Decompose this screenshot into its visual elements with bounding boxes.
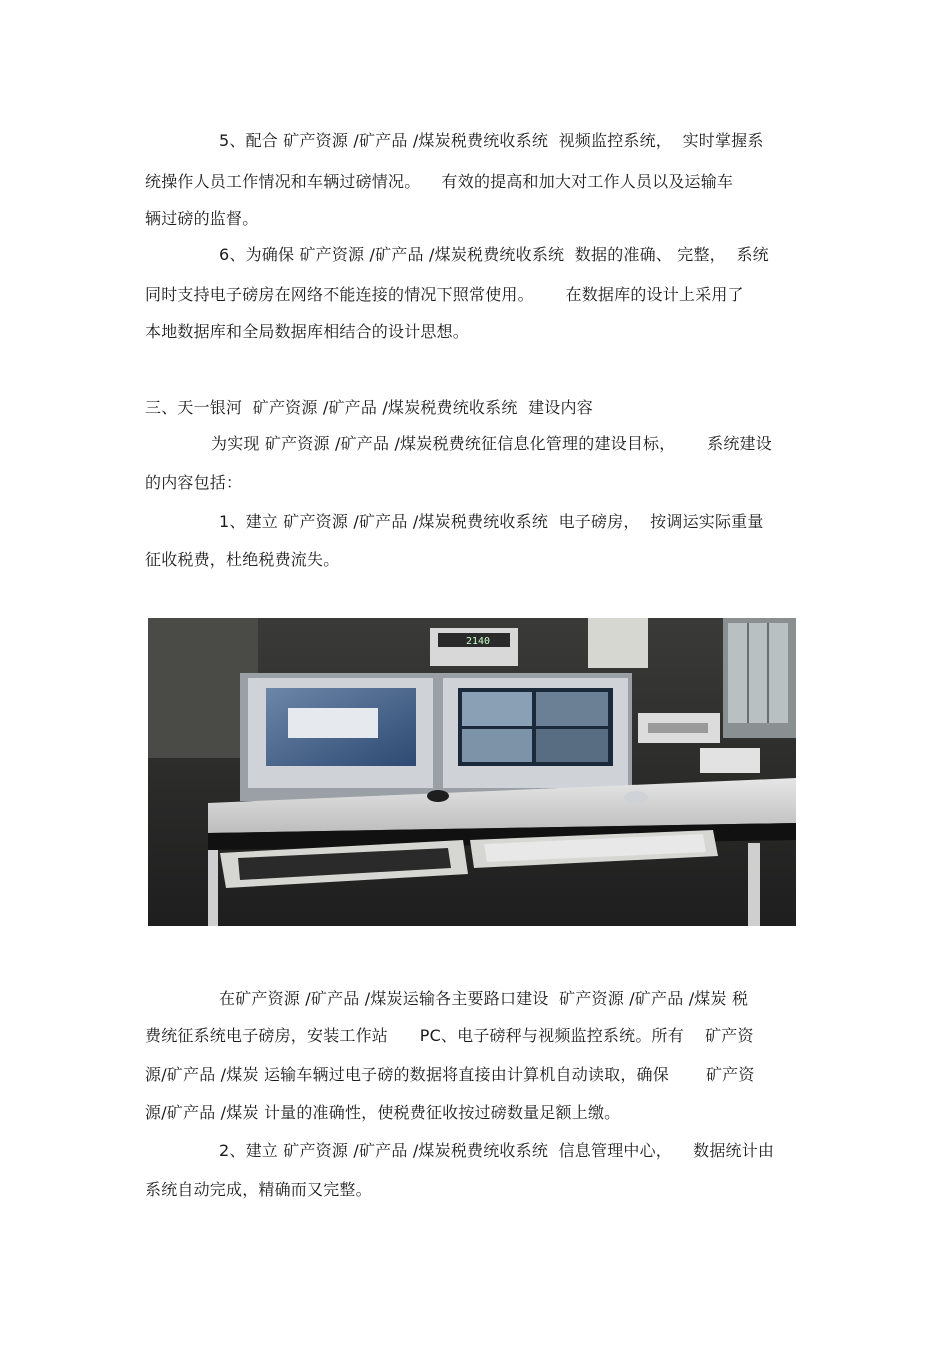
section-heading: 三、天一银河 矿产资源 /矿产品 /煤炭税费统收系统 建设内容: [145, 398, 593, 417]
text-line: 源/矿产品 /煤炭 计量的准确性，使税费征收按过磅数量足额上缴。: [145, 1103, 621, 1122]
text-line: 辆过磅的监督。: [145, 209, 259, 228]
text-line: 为实现 矿产资源 /矿产品 /煤炭税费统征信息化管理的建设目标， 系统建设: [211, 434, 772, 453]
text-line: 统操作人员工作情况和车辆过磅情况。 有效的提高和加大对工作人员以及运输车: [145, 172, 734, 191]
text-line: 系统自动完成，精确而又完整。: [145, 1180, 372, 1199]
text-line: 6、为确保 矿产资源 /矿产品 /煤炭税费统收系统 数据的准确、 完整， 系统: [219, 245, 769, 264]
text-line: 1、建立 矿产资源 /矿产品 /煤炭税费统收系统 电子磅房， 按调运实际重量: [219, 512, 764, 531]
scale-readout: 2140: [466, 636, 491, 647]
text-line: 源/矿产品 /煤炭 运输车辆过电子磅的数据将直接由计算机自动读取，确保 矿产资: [145, 1065, 755, 1084]
text-line: 征收税费，杜绝税费流失。: [145, 550, 340, 569]
text-line: 的内容包括：: [145, 473, 243, 492]
weighing-room-photo: [148, 618, 796, 926]
text-line: 本地数据库和全局数据库相结合的设计思想。: [145, 322, 470, 341]
text-line: 同时支持电子磅房在网络不能连接的情况下照常使用。 在数据库的设计上采用了: [145, 285, 744, 304]
text-line: 在矿产资源 /矿产品 /煤炭运输各主要路口建设 矿产资源 /矿产品 /煤炭 税: [219, 989, 749, 1008]
text-line: 2、建立 矿产资源 /矿产品 /煤炭税费统收系统 信息管理中心， 数据统计由: [219, 1141, 775, 1160]
text-line: 5、配合 矿产资源 /矿产品 /煤炭税费统收系统 视频监控系统， 实时掌握系: [219, 131, 764, 150]
text-line: 费统征系统电子磅房，安装工作站 PC、电子磅秤与视频监控系统。所有 矿产资: [145, 1026, 754, 1045]
